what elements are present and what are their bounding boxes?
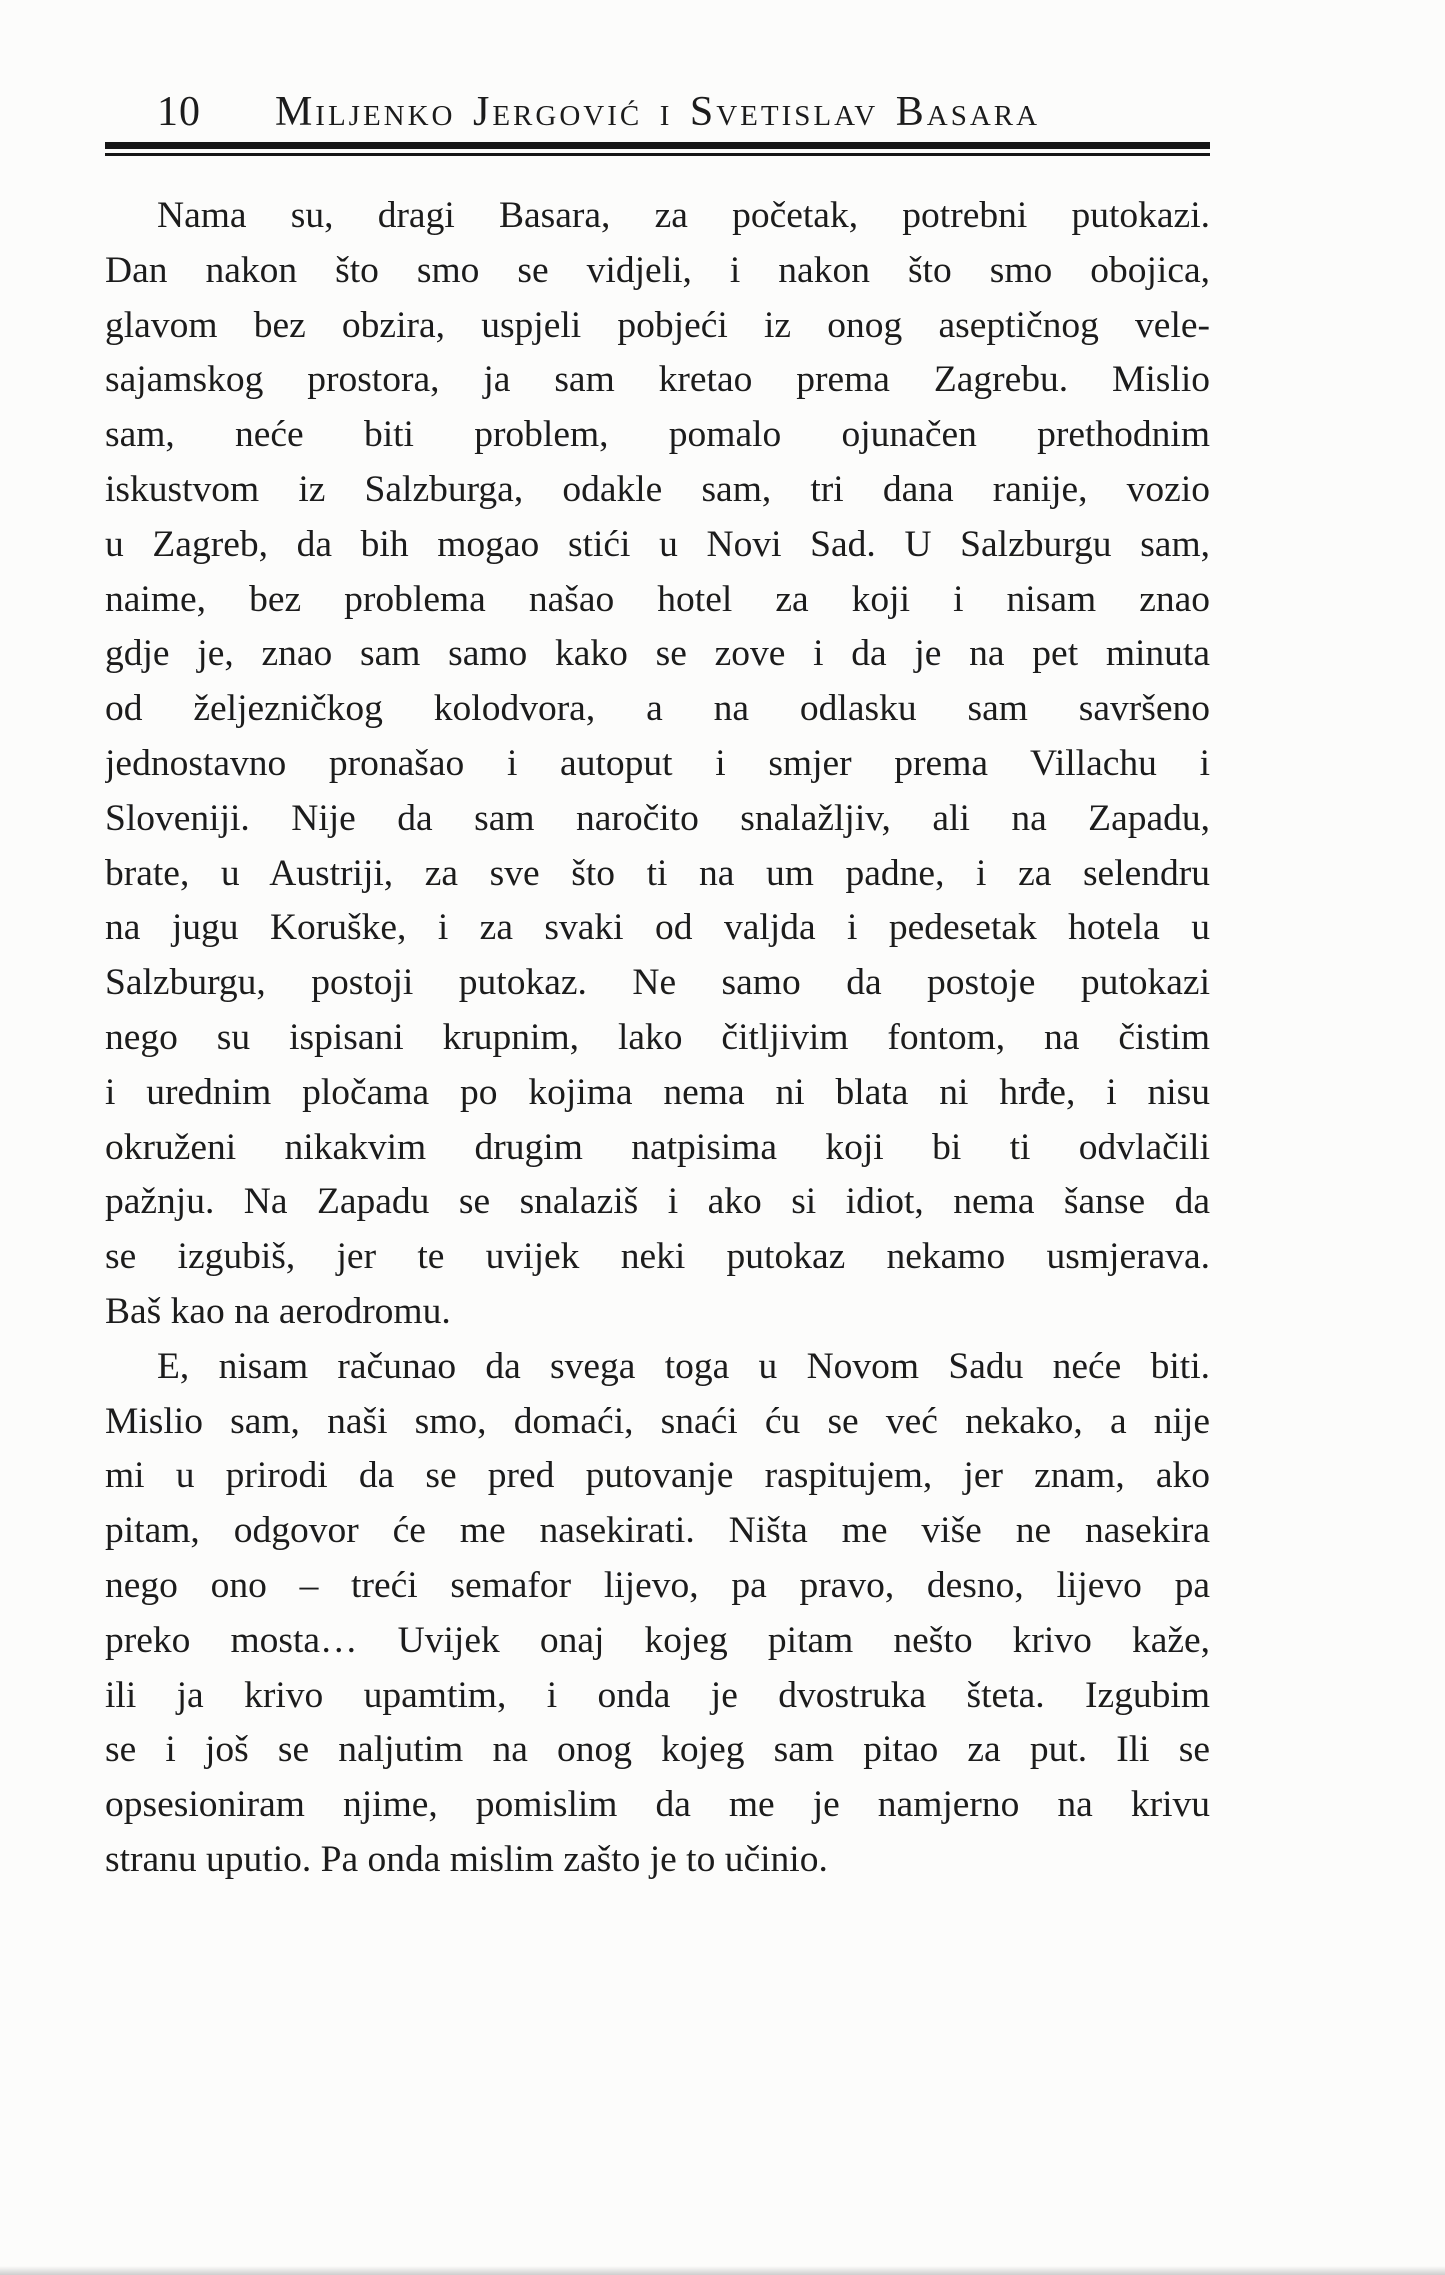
text-line: i urednim pločama po kojima nema ni blata ni hrđe, i nisu xyxy=(105,1071,1210,1113)
text-line: Sloveniji. Nije da sam naročito snalažljiv, ali na Zapadu, xyxy=(105,797,1210,839)
text-line: naime, bez problema našao hotel za koji i nisam znao xyxy=(105,578,1210,620)
text-line: okruženi nikakvim drugim natpisima koji bi ti odvlačili xyxy=(105,1126,1210,1168)
text-line: Dan nakon što smo se vidjeli, i nakon što smo obojica, xyxy=(105,249,1210,291)
text-line: nego ono – treći semafor lijevo, pa pravo, desno, lijevo pa xyxy=(105,1564,1210,1606)
body-text xyxy=(105,189,1210,1888)
text-line: Nama su, dragi Basara, za početak, potrebni putokazi. xyxy=(157,195,1210,236)
text-line: pažnju. Na Zapadu se snalaziš i ako si idiot, nema šanse da xyxy=(105,1181,1210,1223)
paragraph xyxy=(105,189,1210,1340)
text-line: jednostavno pronašao i autoput i smjer prema Villachu i xyxy=(105,742,1210,784)
text-line: opsesioniram njime, pomislim da me je namjerno na krivu xyxy=(105,1784,1210,1826)
text-line: u Zagreb, da bih mogao stići u Novi Sad. U Salzburgu sam, xyxy=(105,523,1210,565)
text-line: ili ja krivo upamtim, i onda je dvostruka šteta. Izgubim xyxy=(105,1674,1210,1716)
text-line: na jugu Koruške, i za svaki od valjda i pedesetak hotela u xyxy=(105,907,1210,949)
text-line: mi u prirodi da se pred putovanje raspitujem, jer znam, ako xyxy=(105,1455,1210,1497)
text-line: nego su ispisani krupnim, lako čitljivim fontom, na čistim xyxy=(105,1016,1210,1058)
page-header xyxy=(105,88,1210,140)
text-line: sam, neće biti problem, pomalo ojunačen prethodnim xyxy=(105,414,1210,456)
text-line: stranu uputio. Pa onda mislim zašto je to učinio. xyxy=(105,1838,828,1880)
text-line: od željezničkog kolodvora, a na odlasku sam savršeno xyxy=(105,688,1210,730)
text-line: iskustvom iz Salzburga, odakle sam, tri dana ranije, vozio xyxy=(105,468,1210,510)
text-line: brate, u Austriji, za sve što ti na um padne, i za selendru xyxy=(105,852,1210,894)
running-title: Miljenko Jergović i Svetislav Basara xyxy=(274,89,1041,135)
text-line: gdje je, znao sam samo kako se zove i da je na pet minuta xyxy=(105,633,1210,675)
header-double-rule xyxy=(105,142,1210,156)
text-line: E, nisam računao da svega toga u Novom Sadu neće biti. xyxy=(157,1345,1210,1387)
text-line: Baš kao na aerodromu. xyxy=(105,1290,451,1332)
paragraph xyxy=(105,1340,1210,1888)
page-number: 10 xyxy=(157,89,201,135)
text-line: se i još se naljutim na onog kojeg sam pitao za put. Ili se xyxy=(105,1729,1210,1771)
text-line: sajamskog prostora, ja sam kretao prema Zagrebu. Mislio xyxy=(105,359,1210,401)
text-line: pitam, odgovor će me nasekirati. Ništa me više ne nasekira xyxy=(105,1510,1210,1552)
text-line: Mislio sam, naši smo, domaći, snaći ću se već nekako, a nije xyxy=(105,1400,1210,1442)
text-line: Salzburgu, postoji putokaz. Ne samo da postoje putokazi xyxy=(105,962,1210,1004)
text-line: glavom bez obzira, uspjeli pobjeći iz onog aseptičnog vele- xyxy=(105,304,1210,346)
text-line: se izgubiš, jer te uvijek neki putokaz nekamo usmjerava. xyxy=(105,1236,1210,1278)
page-bottom-edge xyxy=(0,2266,1445,2275)
text-line: preko mosta… Uvijek onaj kojeg pitam nešto krivo kaže, xyxy=(105,1619,1210,1661)
